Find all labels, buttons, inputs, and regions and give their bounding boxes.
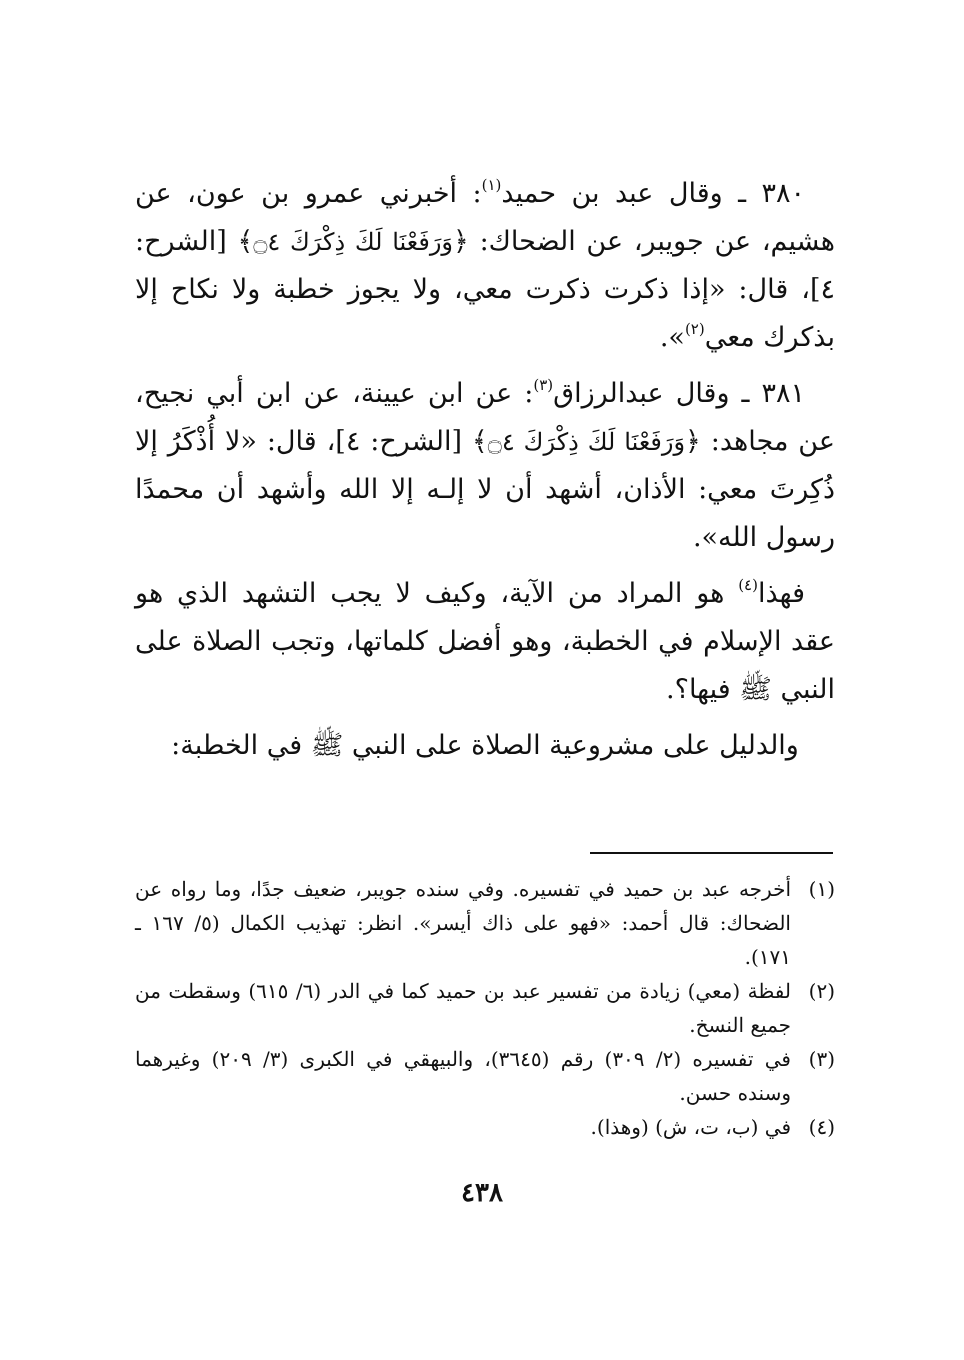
page-number: ٤٣٨ [461,1178,503,1208]
quran-verse: وَرَفَعْنَا لَكَ ذِكْرَكَ ۝٤ [253,228,454,256]
text-run: ». [659,322,685,353]
footnote-text: لفظة (معي) زيادة من تفسير عبد بن حميد كما في الدر (٦/ ٦١٥) وسقطت من جميع النسخ. [135,979,791,1037]
footnote-1 [135,872,835,974]
footnote-number: (٤) [808,1115,835,1139]
text-run: ﴾ [الشرح: ٤]، قال: «إذا ذكرت ذكرت معي، ولا يجوز خطبة ولا نكاح إلا بذكرك معي [135,226,835,353]
text-run: : عن ابن عيينة، عن ابن أبي نجيح، عن مجاهد: ﴿ [135,378,835,457]
footnote-text: في تفسيره (٢/ ٣٠٩) رقم (٣٦٤٥)، والبيهقي في الكبرى (٣/ ٢٠٩) وغيرهما وسنده حسن. [135,1047,791,1105]
text-run: هو المراد من الآية، وكيف لا يجب التشهد الذي هو عقد الإسلام في الخطبة، وهو أفضل كلماتها، وتجب الصلاة على النبي ﷺ فيها؟. [135,578,835,705]
footnote-2 [135,974,835,1042]
footnote-4 [135,1110,835,1144]
quran-verse: وَرَفَعْنَا لَكَ ذِكْرَكَ ۝٤ [487,428,686,456]
paragraph-381 [135,370,835,562]
paragraph-fahadha [135,570,835,714]
footnote-number: (٢) [808,979,835,1003]
text-run: ﴾ [الشرح: ٤]، قال: «لا أُذْكَرُ إلا ذُكِرتَ معي: الأذان، أشهد أن لا إلـه إلا الله وأشهد أن محمدًا رسول الله». [135,426,835,553]
footnote-ref-3[interactable]: (٣) [533,376,554,394]
footnote-ref-4[interactable]: (٤) [738,576,758,594]
paragraph-380 [135,170,835,362]
footnotes [135,872,835,1144]
footnote-number: (٣) [808,1047,835,1071]
text-run: ٣٨١ ـ وقال عبدالرزاق [553,378,806,409]
footnote-text: في (ب، ت، ش) (وهذا). [590,1115,791,1139]
footnote-number: (١) [808,877,835,901]
footnote-3 [135,1042,835,1110]
section-heading: والدليل على مشروعية الصلاة على النبي ﷺ في الخطبة: [171,730,799,761]
text-run: ٣٨٠ ـ وقال عبد بن حميد [501,178,805,209]
footnote-ref-1[interactable]: (١) [481,176,502,194]
footnote-text: أخرجه عبد بن حميد في تفسيره. وفي سنده جويبر، ضعيف جدًا، وما رواه عن الضحاك: قال أحمد: «فهو على ذاك أيسر». انظر: تهذيب الكمال (٥/ ١٦٧ ـ ١٧١). [135,877,791,969]
footnote-divider [590,852,833,854]
main-text [135,170,835,778]
text-run: : أخبرني عمرو بن عون، عن هشيم، عن جويبر، عن الضحاك: ﴿ [135,178,835,257]
footnote-ref-2[interactable]: (٢) [684,320,705,338]
text-run: فهذا [757,578,805,609]
